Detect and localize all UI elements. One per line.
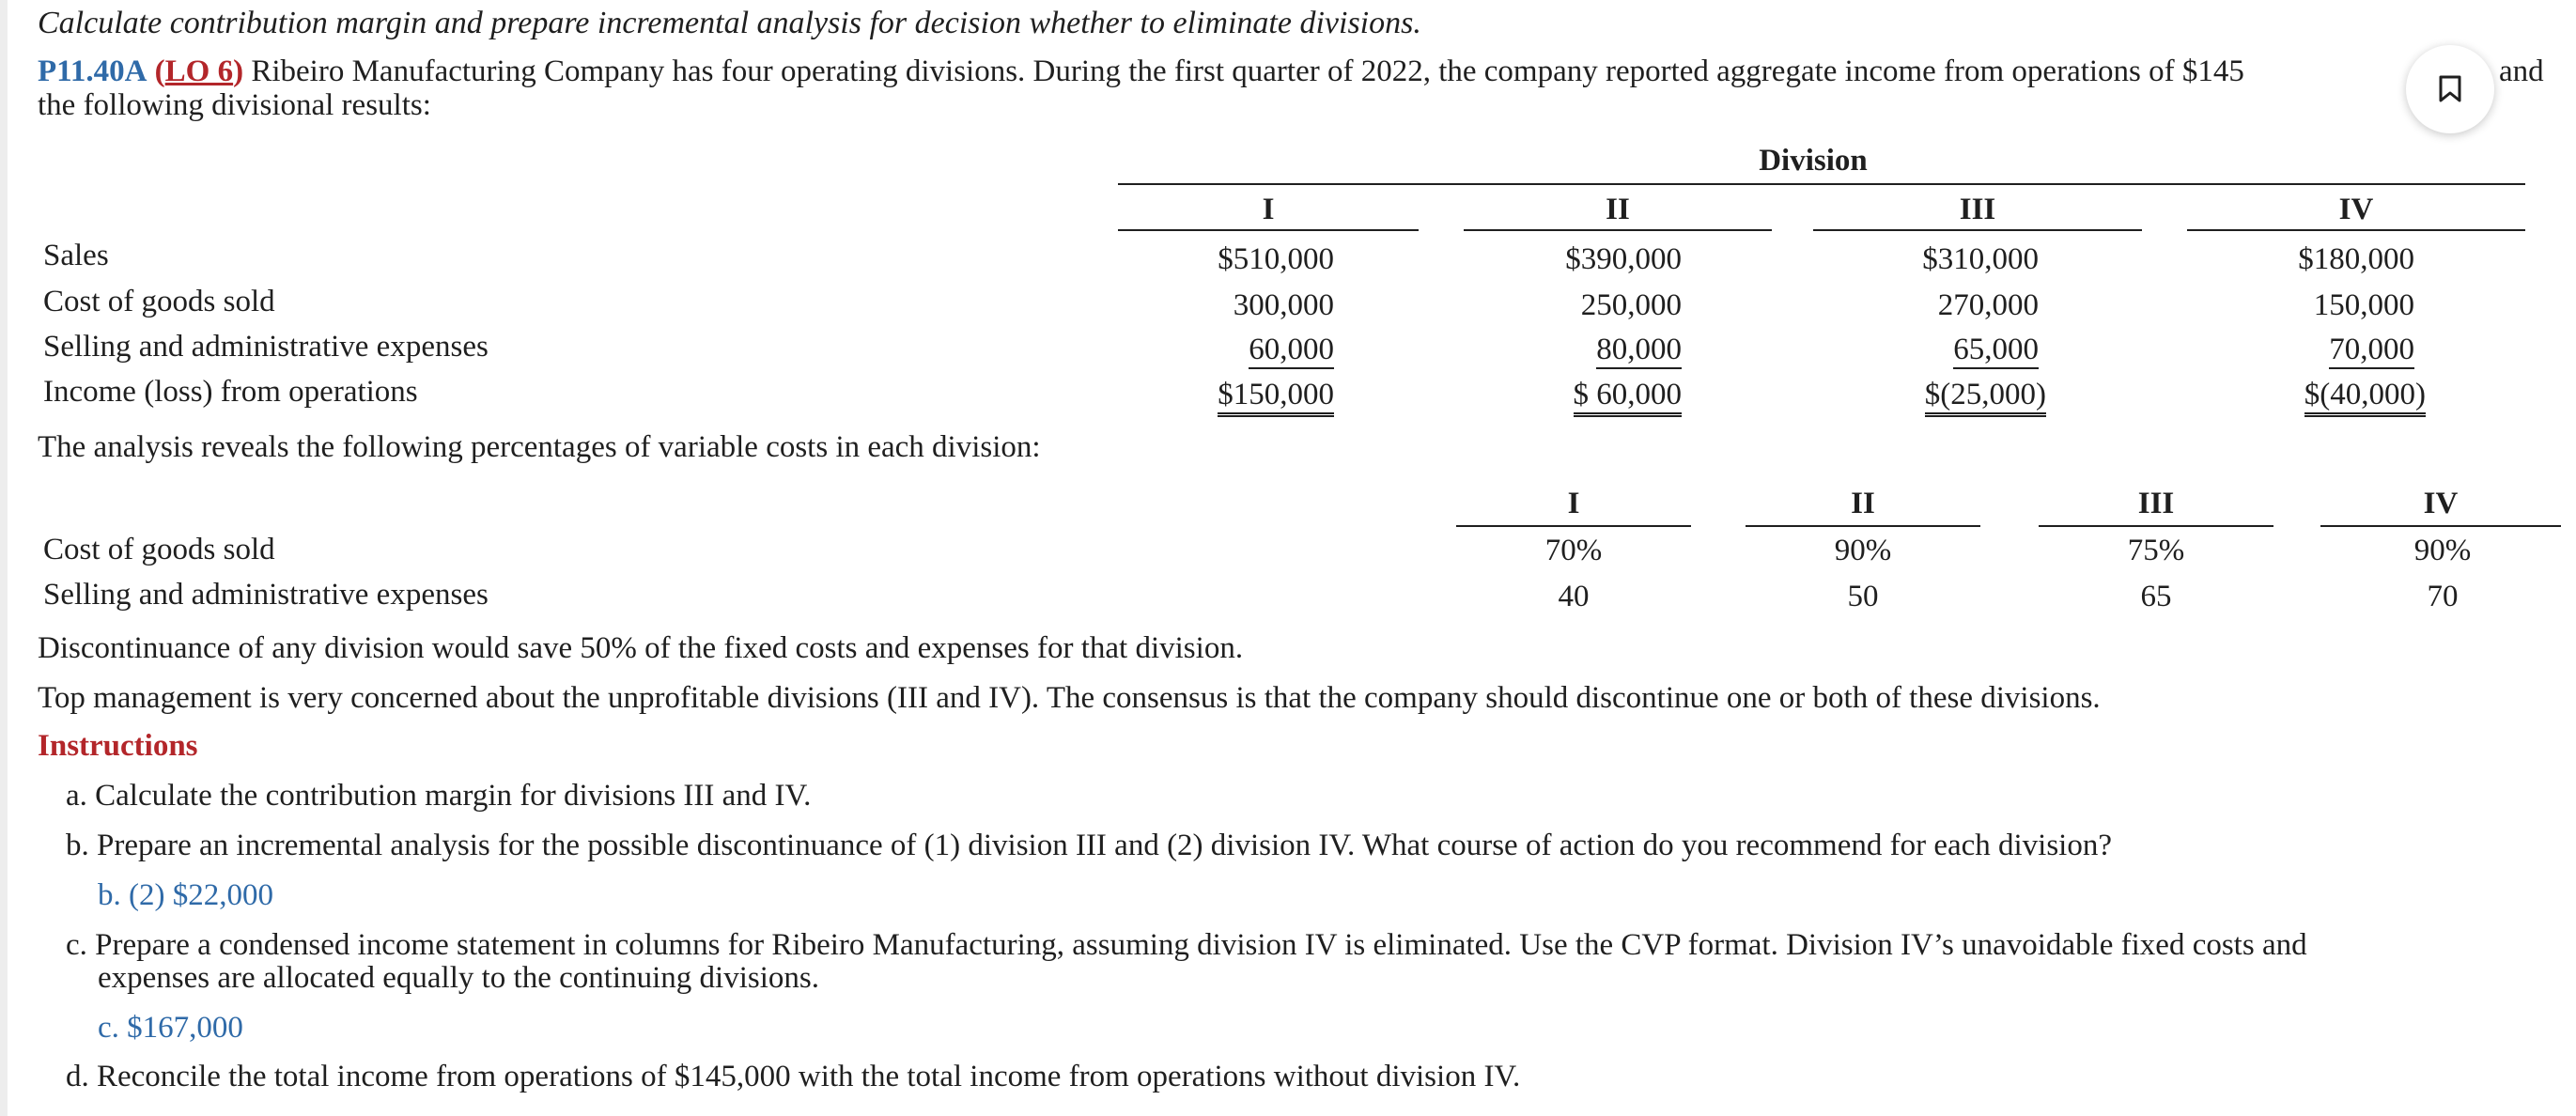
t1-col-header-II: II [1606, 193, 1630, 226]
t2-cell-selling-admin-III: 65 [2140, 580, 2172, 613]
t1-cell-sales-III: $310,000 [1922, 242, 2039, 276]
t1-cell-sales-IV: $180,000 [2298, 242, 2414, 276]
t2-cell-cogs-IV: 90% [2413, 534, 2472, 567]
problem-intro-line1 [38, 54, 2244, 88]
division-header-rule [1118, 183, 2525, 185]
instructions-heading: Instructions [38, 729, 198, 763]
management-text: Top management is very concerned about the unprofitable divisions (III and IV). The consensus is that the company should discontinue one or both of these divisions. [38, 681, 2101, 715]
instruction-b-answer: b. (2) $22,000 [98, 878, 273, 912]
instruction-c-line2: expenses are allocated equally to the continuing divisions. [98, 961, 819, 995]
t2-cell-selling-admin-II: 50 [1847, 580, 1879, 613]
t1-cell-income-II: $ 60,000 [1574, 378, 1683, 417]
t2-cell-cogs-I: 70% [1544, 534, 1603, 567]
t2-col-rule-I [1456, 525, 1691, 527]
problem-number: P11.40A [38, 54, 147, 88]
analysis-text: The analysis reveals the following percentages of variable costs in each division: [38, 430, 1041, 464]
t1-cell-selling-admin-III: 65,000 [1953, 333, 2039, 369]
t1-cell-selling-admin-I: 60,000 [1249, 333, 1334, 369]
t1-col-header-III: III [1959, 193, 1996, 226]
t1-cell-income-IV: $(40,000) [2304, 378, 2426, 417]
t1-col-rule-IV [2187, 229, 2525, 231]
t1-cell-sales-II: $390,000 [1565, 242, 1682, 276]
t1-cell-income-I: $150,000 [1218, 378, 1334, 417]
instruction-a: a. Calculate the contribution margin for divisions III and IV. [66, 779, 812, 813]
t1-cell-selling-admin-IV: 70,000 [2329, 333, 2414, 369]
t1-cell-selling-admin-II: 80,000 [1596, 333, 1682, 369]
t2-row-label-cogs: Cost of goods sold [43, 533, 275, 566]
t1-col-header-I: I [1262, 193, 1275, 226]
bookmark-icon [2438, 75, 2462, 103]
t2-row-label-selling-admin: Selling and administrative expenses [43, 578, 489, 612]
t2-cell-selling-admin-IV: 70 [2427, 580, 2459, 613]
instruction-b: b. Prepare an incremental analysis for the possible discontinuance of (1) division III and (2) division IV. What course of action do you recommend for each division? [66, 829, 2112, 862]
t1-col-rule-I [1118, 229, 1419, 231]
t2-col-rule-IV [2320, 525, 2561, 527]
t2-cell-cogs-II: 90% [1834, 534, 1892, 567]
t1-cell-cogs-I: 300,000 [1233, 288, 1334, 322]
t2-cell-cogs-III: 75% [2127, 534, 2185, 567]
t2-col-header-I: I [1567, 487, 1580, 520]
t1-cell-cogs-IV: 150,000 [2313, 288, 2414, 322]
instruction-d: d. Reconcile the total income from operations of $145,000 with the total income from operations without division IV. [66, 1060, 1521, 1093]
t1-col-header-IV: IV [2338, 193, 2374, 226]
left-margin-bar [0, 0, 8, 1116]
lo-open-paren: ( [154, 54, 165, 88]
t2-cell-selling-admin-I: 40 [1558, 580, 1590, 613]
division-group-header: Division [1759, 144, 1868, 178]
t1-cell-cogs-III: 270,000 [1937, 288, 2039, 322]
t1-row-label-selling-admin: Selling and administrative expenses [43, 330, 489, 364]
lo-close-paren: ) [233, 54, 244, 88]
t2-col-header-II: II [1851, 487, 1875, 520]
learning-objective-link[interactable]: LO 6 [164, 54, 234, 88]
instruction-c-answer: c. $167,000 [98, 1011, 243, 1045]
t1-cell-income-III: $(25,000) [1925, 378, 2046, 417]
discontinuance-text: Discontinuance of any division would save 50% of the fixed costs and expenses for that division. [38, 631, 1244, 665]
t1-col-rule-II [1464, 229, 1772, 231]
instruction-c-line1: c. Prepare a condensed income statement in columns for Ribeiro Manufacturing, assuming division IV is eliminated. Use the CVP format. Division IV’s unavoidable fixed costs and [66, 928, 2307, 962]
t2-col-header-III: III [2137, 487, 2175, 520]
t2-col-header-IV: IV [2423, 487, 2459, 520]
t1-cell-sales-I: $510,000 [1218, 242, 1334, 276]
t1-row-label-sales: Sales [43, 239, 109, 272]
t1-cell-cogs-II: 250,000 [1580, 288, 1682, 322]
t1-row-label-cogs: Cost of goods sold [43, 285, 275, 318]
t2-col-rule-III [2039, 525, 2273, 527]
problem-text-line1-tail: and [2499, 54, 2544, 88]
t1-row-label-income: Income (loss) from operations [43, 375, 418, 409]
bookmark-button[interactable] [2406, 45, 2494, 133]
t2-col-rule-II [1746, 525, 1980, 527]
t1-col-rule-III [1813, 229, 2142, 231]
problem-text-line1: Ribeiro Manufacturing Company has four operating divisions. During the first quarter of 2022, the company reported aggregate income from operations of $145 [251, 54, 2244, 88]
problem-heading: Calculate contribution margin and prepare incremental analysis for decision whether to eliminate divisions. [38, 6, 1421, 40]
problem-text-line2: the following divisional results: [38, 88, 431, 122]
